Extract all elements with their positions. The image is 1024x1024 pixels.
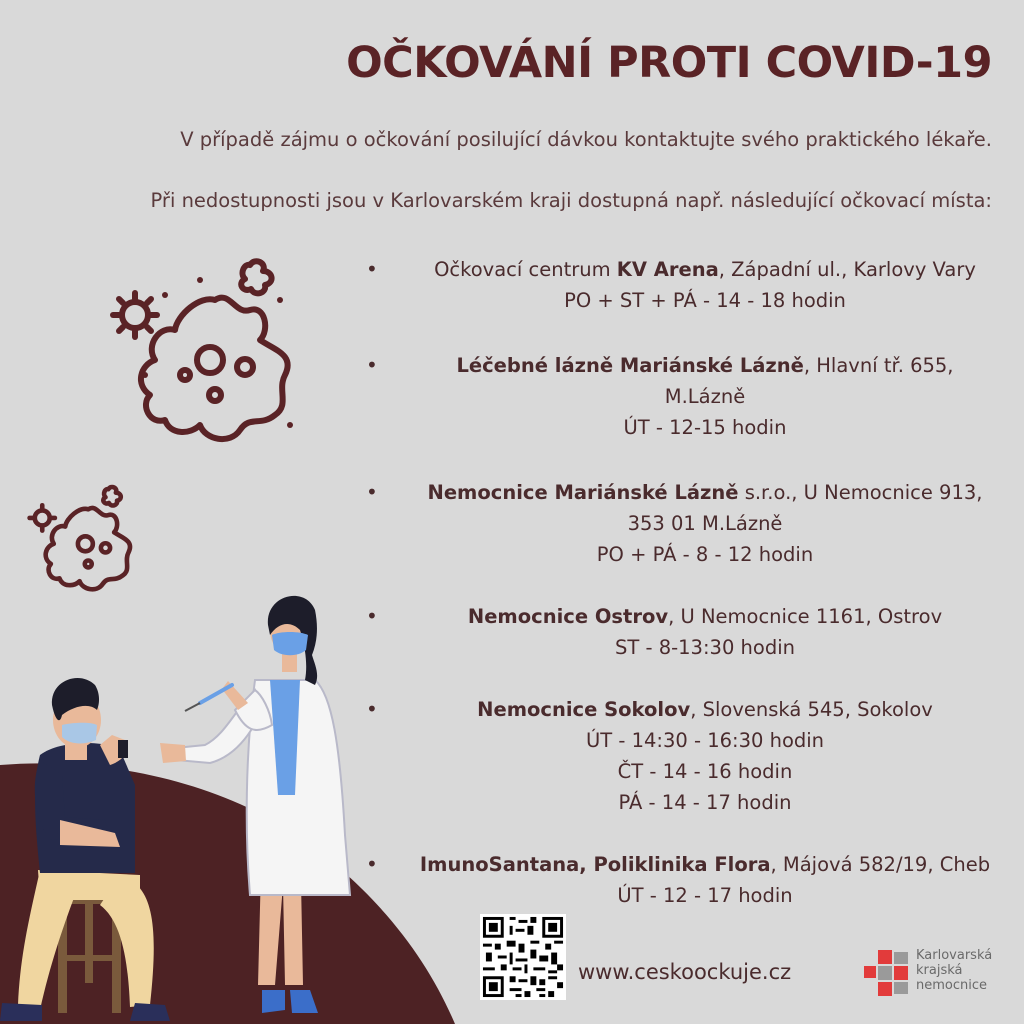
logo-line: krajská [916, 963, 963, 978]
list-item [360, 254, 1010, 316]
intro-text-sites: Při nedostupnosti jsou v Karlovarském kraji dostupná např. následující očkovací místa: [150, 189, 992, 212]
website-link[interactable]: www.ceskoockuje.cz [578, 960, 792, 984]
intro-text-booster: V případě zájmu o očkování posilující dávkou kontaktujte svého praktického lékaře. [180, 128, 992, 151]
qr-code[interactable] [480, 914, 566, 1000]
hospital-logo-text [916, 948, 992, 993]
site-hours: PO + ST + PÁ - 14 - 18 hodin [564, 289, 846, 312]
virus-icon-large [105, 255, 305, 450]
bullet-icon: • [366, 697, 378, 721]
bullet-icon: • [366, 257, 378, 281]
site-address: , Hlavní tř. 655, [803, 354, 954, 377]
site-address-line2: M.Lázně [664, 385, 746, 408]
site-name: KV Arena [616, 258, 719, 281]
list-item [360, 849, 1010, 911]
site-address: , Západní ul., Karlovy Vary [718, 258, 976, 281]
site-name: Nemocnice Sokolov [477, 698, 691, 721]
site-address: , Slovenská 545, Sokolov [690, 698, 933, 721]
bullet-icon: • [366, 604, 378, 628]
logo-line: Karlovarská [916, 948, 993, 963]
bullet-icon: • [366, 480, 378, 504]
logo-line: nemocnice [916, 978, 987, 993]
bullet-icon: • [366, 353, 378, 377]
page-title: OČKOVÁNÍ PROTI COVID-19 [346, 38, 992, 88]
hospital-logo-icon [862, 950, 914, 996]
site-name: Nemocnice Mariánské Lázně [427, 481, 739, 504]
site-name: ImunoSantana, Poliklinika Flora [419, 853, 771, 876]
site-hours: PÁ - 14 - 17 hodin [618, 791, 792, 814]
site-address: , U Nemocnice 1161, Ostrov [668, 605, 943, 628]
bullet-icon: • [366, 852, 378, 876]
list-item [360, 601, 1010, 663]
site-address: , Májová 582/19, Cheb [770, 853, 991, 876]
site-address-line2: 353 01 M.Lázně [627, 512, 783, 535]
list-item [360, 350, 1010, 443]
site-hours: ÚT - 12 - 17 hodin [617, 884, 793, 907]
list-item [360, 477, 1010, 570]
site-name: Nemocnice Ostrov [467, 605, 669, 628]
virus-icon-small [25, 482, 140, 597]
site-prefix: Očkovací centrum [434, 258, 617, 281]
site-name: Léčebné lázně Mariánské Lázně [456, 354, 804, 377]
site-hours: ČT - 14 - 16 hodin [617, 760, 793, 783]
site-address: s.r.o., U Nemocnice 913, [738, 481, 983, 504]
list-item [360, 694, 1010, 818]
vaccination-illustration [0, 585, 370, 1024]
site-hours: ST - 8-13:30 hodin [614, 636, 795, 659]
site-hours: ÚT - 14:30 - 16:30 hodin [585, 729, 825, 752]
site-hours: ÚT - 12-15 hodin [623, 416, 787, 439]
doctor-figure [160, 596, 350, 1013]
vaccination-sites-list [360, 254, 1010, 911]
site-hours: PO + PÁ - 8 - 12 hodin [596, 543, 814, 566]
